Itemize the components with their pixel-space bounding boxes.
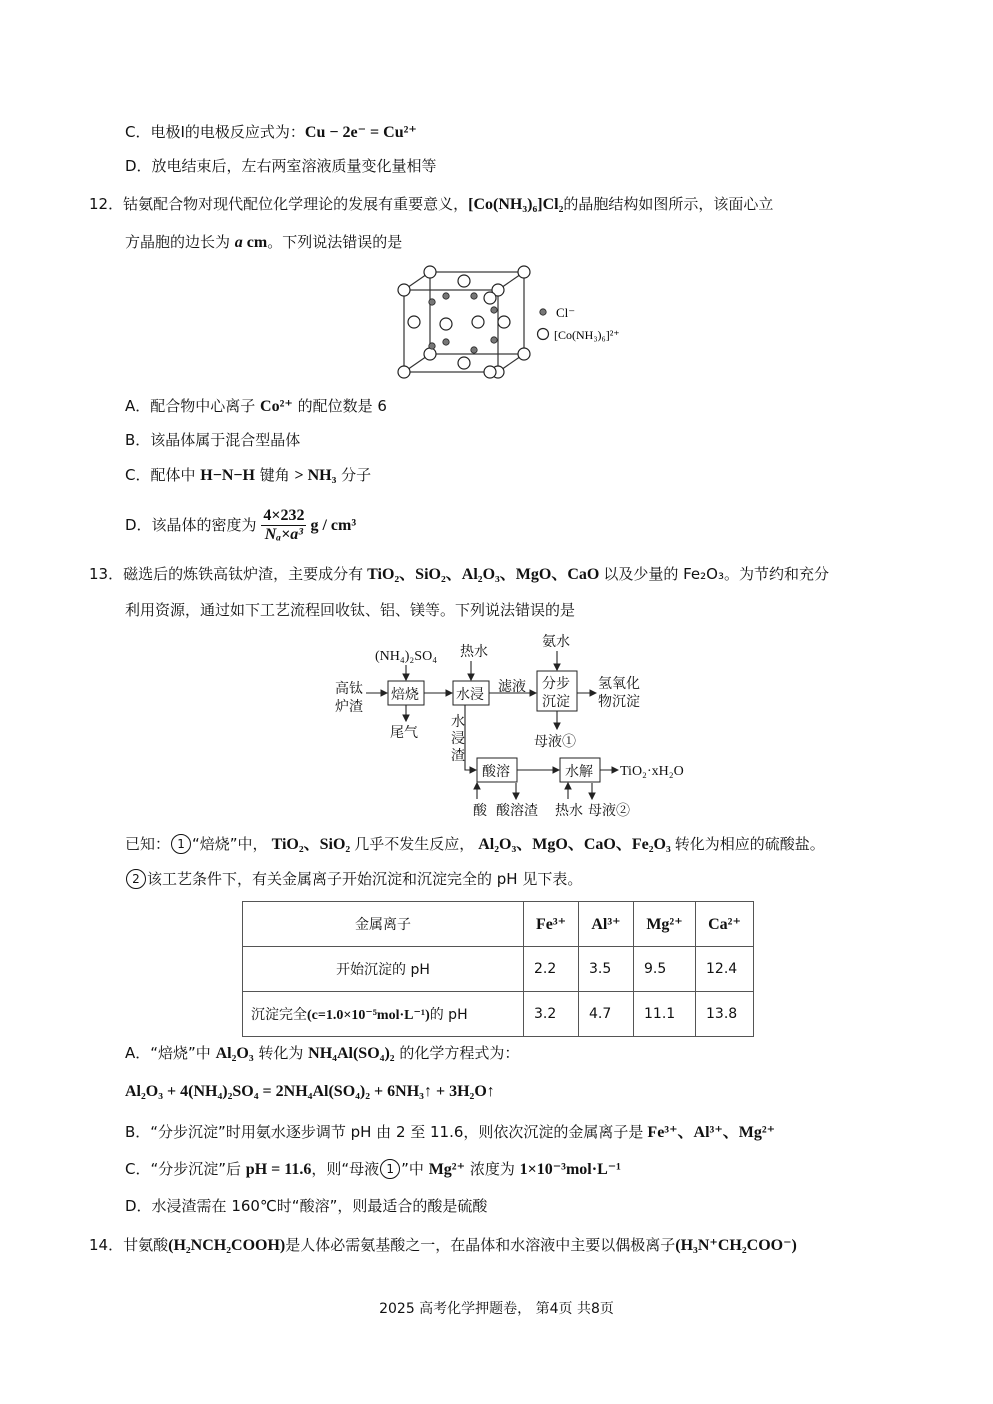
q14-stem-line1: 14．甘氨酸(H₂NCH₂COOH)是人体必需氨基酸之一，在晶体和水溶液中主要以偶极离子(H₃N⁺CH₂COO⁻): [89, 1236, 797, 1254]
q13-stem-line2: 利用资源，通过如下工艺流程回收钛、铝、镁等。下列说法错误的是: [125, 601, 576, 619]
label-residue-1: 水: [451, 715, 465, 730]
legend-cl: Cl⁻: [556, 305, 576, 320]
label-hot-water-2: 热水: [555, 804, 583, 819]
label-hydroxide-2: 物沉淀: [598, 695, 640, 710]
q12-option-d: D．该晶体的密度为 $\frac{4\times 232}{\text{Nₐ×a³}}$ g / cm³: [125, 507, 357, 543]
q13-known-2: 2 该工艺条件下，有关金属离子开始沉淀和沉淀完全的 pH 见下表。: [125, 868, 582, 890]
label-mother-liquor-2: 母液②: [588, 804, 630, 819]
label-acid-residue: 酸溶渣: [496, 804, 538, 819]
label-mother-liquor-1: 母液①: [534, 735, 576, 750]
q11-option-c: C．电极Ⅰ的电极反应式为：Cu − 2e⁻ = Cu²⁺: [125, 123, 417, 141]
label-hot-water: 热水: [460, 645, 488, 660]
q12-formula: [Co(NH₃)₆]Cl₂: [468, 196, 564, 213]
label-acid-dissolve: 酸溶: [482, 765, 510, 780]
label-hydrolysis: 水解: [565, 765, 593, 780]
table-row: 沉淀完全(c=1.0×10⁻⁵mol·L⁻¹)的 pH 3.2 4.7 11.1 13.8: [243, 992, 754, 1037]
label-feed-2: 炉渣: [335, 700, 363, 715]
label-product: TiO₂·xH₂O: [620, 764, 684, 779]
q13-option-a-equation: Al₂O₃ + 4(NH₄)₂SO₄ = 2NH₄Al(SO₄)₂ + 6NH₃↑ + 3H₂O↑: [125, 1083, 495, 1100]
label-step-2: 沉淀: [542, 695, 570, 710]
q12-option-b: B．该晶体属于混合型晶体: [125, 431, 301, 449]
label-ammonia: 氨水: [542, 635, 570, 650]
q12-stem-line1: 12．钴氨配合物对现代配位化学理论的发展有重要意义，[Co(NH₃)₆]Cl₂的晶胞结构如图所示，该面心立: [89, 195, 774, 213]
label-filtrate: 滤液: [498, 680, 526, 695]
q12-option-c: C．配体中 H−N−H 键角 > NH₃ 分子: [125, 466, 372, 484]
q11-option-d: D．放电结束后，左右两室溶液质量变化量相等: [125, 157, 437, 175]
q13-option-c: C．“分步沉淀”后 pH = 11.6，则“母液 1 ”中 Mg²⁺ 浓度为 1×10⁻³mol·L⁻¹: [125, 1160, 621, 1178]
table-row: 金属离子 Fe³⁺ Al³⁺ Mg²⁺ Ca²⁺: [243, 902, 754, 947]
q13-known-1: 已知： 1 “焙烧”中， TiO₂、SiO₂ 几乎不发生反应， Al₂O₃、MgO、CaO、Fe₂O₃ 转化为相应的硫酸盐。: [125, 835, 825, 853]
table-row: 开始沉淀的 pH 2.2 3.5 9.5 12.4: [243, 947, 754, 992]
label-tail-gas: 尾气: [390, 726, 418, 741]
reagent-ammonium-sulfate: (NH₄)₂SO₄: [375, 649, 438, 664]
label-hydroxide-1: 氢氧化: [598, 677, 640, 692]
q12-stem-line2: 方晶胞的边长为 a cm。下列说法错误的是: [125, 233, 403, 251]
q12-option-a: A．配合物中心离子 Co²⁺ 的配位数是 6: [125, 397, 387, 415]
legend-complex: [Co(NH₃)₆]²⁺: [554, 328, 620, 342]
q13-option-a: A．“焙烧”中 Al₂O₃ 转化为 NH₄Al(SO₄)₂ 的化学方程式为：: [125, 1044, 520, 1062]
label-roast: 焙烧: [391, 688, 419, 703]
label-acid: 酸: [473, 804, 487, 819]
density-fraction: $\frac{4\times 232}{\text{Nₐ×a³}}$: [263, 507, 305, 543]
crystal-cell-figure: [388, 262, 638, 386]
ph-table: [242, 901, 754, 1037]
label-residue-3: 渣: [451, 749, 465, 764]
label-step-1: 分步: [542, 677, 570, 692]
q13-option-d: D．水浸渣需在 160℃时“酸溶”，则最适合的酸是硫酸: [125, 1197, 488, 1215]
q13-option-b: B．“分步沉淀”时用氨水逐步调节 pH 由 2 至 11.6，则依次沉淀的金属离子是 Fe³⁺、Al³⁺、Mg²⁺: [125, 1123, 776, 1141]
page-footer: 2025 高考化学押题卷， 第4页 共8页: [379, 1301, 614, 1317]
label-feed-1: 高钛: [335, 682, 363, 697]
q13-stem-line1: 13．磁选后的炼铁高钛炉渣，主要成分有 TiO₂、SiO₂、Al₂O₃、MgO、CaO 以及少量的 Fe₂O₃。为节约和充分: [89, 565, 829, 583]
label-leach: 水浸: [456, 688, 484, 703]
label-residue-2: 浸: [451, 732, 465, 747]
process-flowchart: [320, 625, 710, 825]
